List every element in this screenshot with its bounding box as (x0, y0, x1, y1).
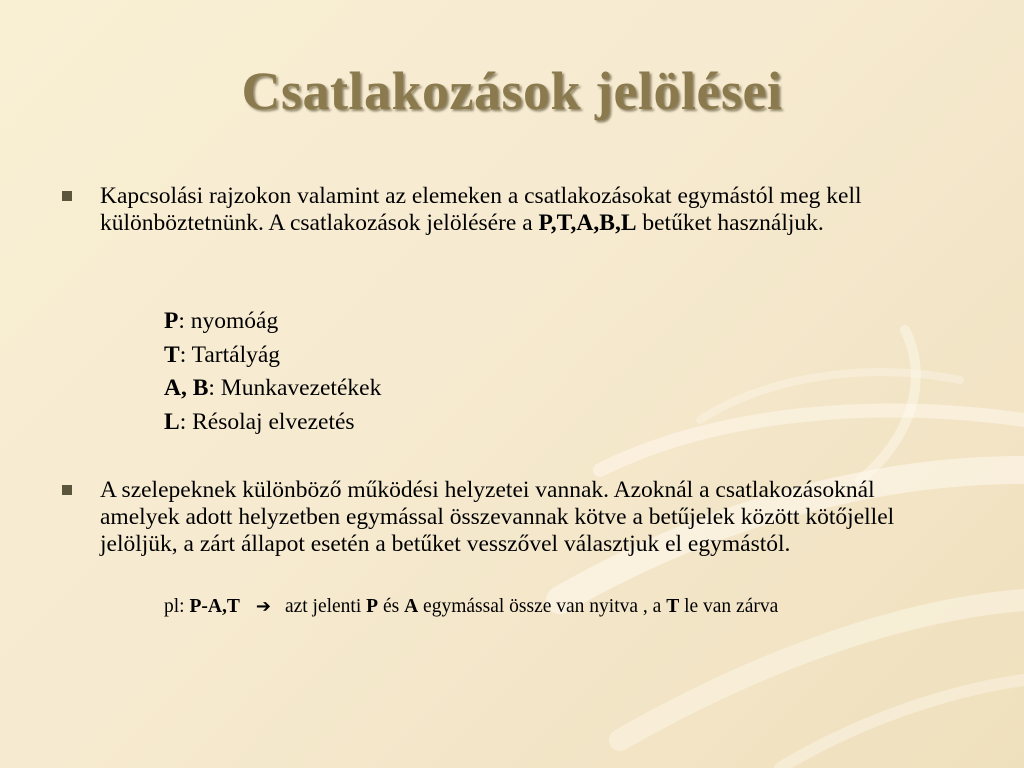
definition-key: L (164, 408, 180, 435)
bullet-text: A szelepeknek különböző működési helyzetei vannak. Azoknál a csatlakozásoknál amelyek adott helyzetben egymással összevannak kötve a betűjelek között kötőjellel jelöljük, a zárt állapot esetén a betűket vesszővel választjuk el egymástól. (100, 477, 895, 557)
definition-desc: : Munkavezetékek (208, 375, 382, 401)
definition-desc: : nyomóág (178, 308, 279, 334)
definition-desc: : Résolaj elvezetés (179, 408, 355, 435)
bullet-text: Kapcsolási rajzokon valamint az elemeken a csatlakozásokat egymástól meg kell különböztetnünk. A csatlakozások jelölésére a P,T,A,B,L betűket használjuk. (100, 183, 862, 236)
definition-item (164, 305, 381, 339)
definition-list (164, 305, 381, 439)
definition-key: A, B (164, 375, 209, 401)
connection-letters: P,T,A,B,L (538, 210, 637, 236)
definition-key: P (164, 308, 179, 334)
example-line: pl: P-A,T ➔ azt jelenti P és A egymással össze van nyitva , a T le van zárva (164, 594, 778, 620)
square-bullet-icon (62, 191, 72, 201)
definition-desc: : Tartályág (179, 341, 281, 368)
bullet-item-valve-positions (62, 477, 942, 558)
definition-item (164, 372, 381, 406)
definition-item (164, 406, 381, 440)
bullet-item-connections (62, 183, 942, 237)
definition-item (164, 339, 381, 373)
slide-title: Csatlakozások jelölései (241, 61, 783, 121)
square-bullet-icon (62, 485, 72, 495)
definition-key: T (164, 341, 180, 368)
right-arrow-icon: ➔ (255, 596, 271, 617)
example-code: P-A,T (189, 596, 240, 617)
